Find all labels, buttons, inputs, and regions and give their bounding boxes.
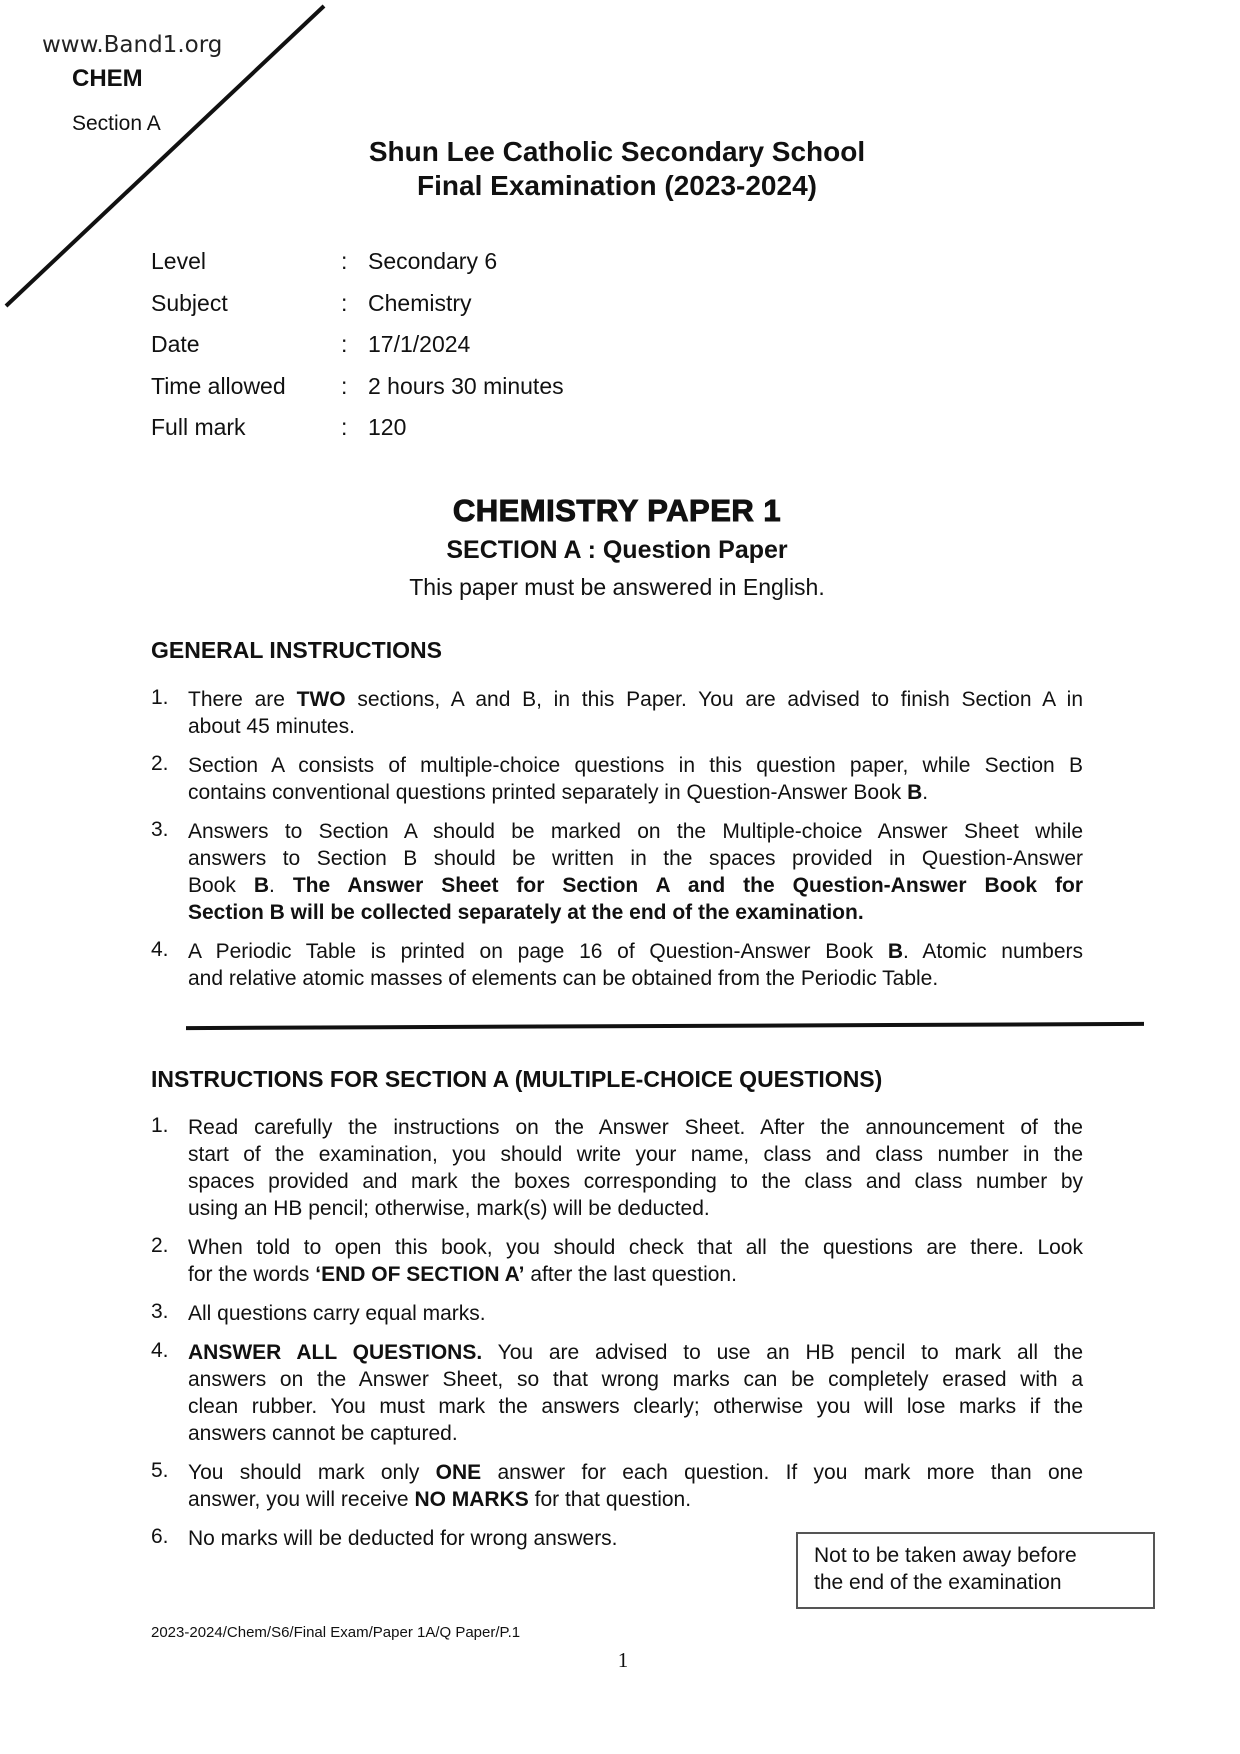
instruction-number: 6.	[151, 1525, 169, 1548]
bold-text: B	[887, 940, 903, 963]
info-value: 2 hours 30 minutes	[368, 372, 564, 399]
instruction-number: 1.	[151, 1114, 169, 1137]
bold-text: The Answer Sheet for Section A and the Question-Answer Book for	[292, 874, 1083, 897]
info-separator: :	[341, 248, 348, 274]
info-separator: :	[341, 331, 348, 358]
bold-text: Section B will be collected separately at the end of the examination.	[188, 901, 864, 924]
instruction-text	[188, 1300, 1083, 1327]
text-run: A Periodic Table is printed on page 16 of Question-Answer Book	[188, 940, 888, 963]
instruction-line	[188, 845, 1083, 872]
instruction-text	[188, 686, 1083, 740]
bold-text: TWO	[296, 688, 346, 711]
info-value: Secondary 6	[368, 248, 498, 274]
text-run: about 45 minutes.	[188, 715, 355, 738]
text-run: . Atomic numbers	[902, 940, 1083, 963]
instruction-number: 2.	[151, 1234, 169, 1257]
exam-title: Final Examination (2023-2024)	[417, 170, 817, 201]
text-run: for the words	[188, 1263, 316, 1286]
instruction-line	[188, 818, 1083, 845]
text-run: and relative atomic masses of elements can be obtained from the Periodic Table.	[188, 967, 939, 990]
notice-box	[796, 1532, 1155, 1609]
instruction-line	[188, 1393, 1083, 1420]
instruction-item	[151, 752, 1083, 806]
text-run: When told to open this book, you should check that all the questions are there. Look	[188, 1236, 1083, 1259]
exam-info-table	[151, 248, 564, 456]
footer-code: 2023-2024/Chem/S6/Final Exam/Paper 1A/Q Paper/P.1	[151, 1624, 521, 1641]
text-run: answer for each question. If you mark more than one	[481, 1461, 1083, 1484]
instruction-item	[151, 938, 1083, 992]
instruction-line	[188, 899, 1083, 926]
text-run: No marks will be deducted for wrong answers.	[188, 1527, 618, 1550]
text-run: after the last question.	[524, 1263, 737, 1286]
info-row	[151, 414, 564, 456]
instruction-number: 3.	[151, 1300, 169, 1323]
instruction-number: 2.	[151, 752, 169, 775]
instruction-text	[188, 1339, 1083, 1447]
instruction-item	[151, 1234, 1083, 1288]
text-run: answer, you will receive	[188, 1488, 415, 1511]
text-run: start of the examination, you should write your name, class and class number in the	[188, 1143, 1083, 1166]
instruction-number: 4.	[151, 1339, 169, 1362]
notice-line-1: Not to be taken away before	[814, 1544, 1077, 1567]
info-label: Date	[151, 331, 200, 358]
instruction-text	[188, 938, 1083, 992]
instruction-line	[188, 1366, 1083, 1393]
paper-title: CHEMISTRY PAPER 1	[452, 493, 782, 528]
info-row	[151, 248, 564, 290]
text-run: .	[269, 874, 293, 897]
general-instructions-list	[151, 686, 1083, 1004]
text-run: All questions carry equal marks.	[188, 1302, 486, 1325]
text-run: Section A consists of multiple-choice questions in this question paper, while Section B	[188, 754, 1083, 777]
instruction-line	[188, 713, 1083, 740]
bold-text: B	[253, 874, 270, 897]
instruction-line	[188, 1234, 1083, 1261]
instruction-line	[188, 1168, 1083, 1195]
divider-rule	[186, 1022, 1144, 1030]
text-run: sections, A and B, in this Paper. You are advised to finish Section A in	[345, 688, 1083, 711]
instruction-text	[188, 1459, 1083, 1513]
instruction-item	[151, 1459, 1083, 1513]
bold-text: B	[907, 781, 923, 804]
website-watermark: www.Band1.org	[42, 32, 223, 58]
instruction-text	[188, 818, 1083, 926]
bold-text: ANSWER ALL QUESTIONS.	[188, 1341, 483, 1364]
instruction-number: 3.	[151, 818, 169, 841]
text-run: Book	[188, 874, 254, 897]
paper-subtitle: SECTION A : Question Paper	[446, 536, 788, 564]
text-run: for that question.	[528, 1488, 692, 1511]
instruction-line	[188, 1261, 1083, 1288]
instruction-text	[188, 1234, 1083, 1288]
instruction-item	[151, 1114, 1083, 1222]
info-label: Full mark	[151, 414, 246, 441]
page-number: 1	[617, 1648, 629, 1672]
text-run: clean rubber. You must mark the answers clearly; otherwise you will lose marks if the	[188, 1395, 1083, 1418]
instruction-line	[188, 1114, 1083, 1141]
info-separator: :	[341, 372, 348, 399]
info-value: 120	[368, 414, 407, 441]
notice-line-2: the end of the examination	[814, 1571, 1062, 1594]
info-label: Subject	[151, 289, 228, 316]
info-row	[151, 331, 564, 373]
section-a-instructions-heading: INSTRUCTIONS FOR SECTION A (MULTIPLE-CHOICE QUESTIONS)	[151, 1066, 883, 1092]
instruction-line	[188, 1300, 1083, 1327]
info-separator: :	[341, 414, 348, 441]
section-label: Section A	[72, 112, 161, 135]
text-run: spaces provided and mark the boxes corresponding to the class and class number by	[188, 1170, 1083, 1193]
instruction-line	[188, 1141, 1083, 1168]
info-value: Chemistry	[368, 289, 472, 316]
text-run: There are	[188, 688, 297, 711]
instruction-line	[188, 1339, 1083, 1366]
bold-text: ONE	[435, 1461, 482, 1484]
info-row	[151, 290, 564, 332]
instruction-item	[151, 1339, 1083, 1447]
text-run: You should mark only	[188, 1461, 436, 1484]
instruction-line	[188, 872, 1083, 899]
info-label: Time allowed	[151, 372, 286, 399]
info-value: 17/1/2024	[368, 331, 471, 358]
bold-text: ‘END OF SECTION A’	[315, 1263, 525, 1286]
text-run: contains conventional questions printed separately in Question-Answer Book	[188, 781, 908, 804]
instruction-line	[188, 752, 1083, 779]
text-run: Answers to Section A should be marked on the Multiple-choice Answer Sheet while	[188, 820, 1083, 843]
instruction-line	[188, 965, 1083, 992]
text-run: using an HB pencil; otherwise, mark(s) will be deducted.	[188, 1197, 710, 1220]
instruction-number: 5.	[151, 1459, 169, 1482]
instruction-line	[188, 1420, 1083, 1447]
instruction-line	[188, 1459, 1083, 1486]
info-row	[151, 373, 564, 415]
subject-code: CHEM	[72, 65, 143, 92]
instruction-line	[188, 1195, 1083, 1222]
school-name: Shun Lee Catholic Secondary School	[368, 136, 866, 167]
instruction-line	[188, 938, 1083, 965]
instruction-text	[188, 752, 1083, 806]
instruction-line	[188, 779, 1083, 806]
section-a-instructions-list	[151, 1114, 1083, 1564]
instruction-item	[151, 1300, 1083, 1327]
instruction-number: 1.	[151, 686, 169, 709]
instruction-text	[188, 1114, 1083, 1222]
general-instructions-heading: GENERAL INSTRUCTIONS	[151, 637, 442, 663]
instruction-number: 4.	[151, 938, 169, 961]
text-run: answers cannot be captured.	[188, 1422, 458, 1445]
bold-text: NO MARKS	[414, 1488, 529, 1511]
instruction-item	[151, 818, 1083, 926]
language-note: This paper must be answered in English.	[409, 574, 825, 600]
text-run: answers to Section B should be written in the spaces provided in Question-Answer	[188, 847, 1083, 870]
instruction-line	[188, 686, 1083, 713]
text-run: answers on the Answer Sheet, so that wrong marks can be completely erased with a	[188, 1368, 1083, 1391]
instruction-item	[151, 686, 1083, 740]
info-separator: :	[341, 289, 348, 316]
instruction-line	[188, 1486, 1083, 1513]
text-run: Read carefully the instructions on the Answer Sheet. After the announcement of the	[188, 1116, 1083, 1139]
text-run: You are advised to use an HB pencil to mark all the	[482, 1341, 1083, 1364]
text-run: .	[922, 781, 929, 804]
info-label: Level	[151, 248, 206, 274]
